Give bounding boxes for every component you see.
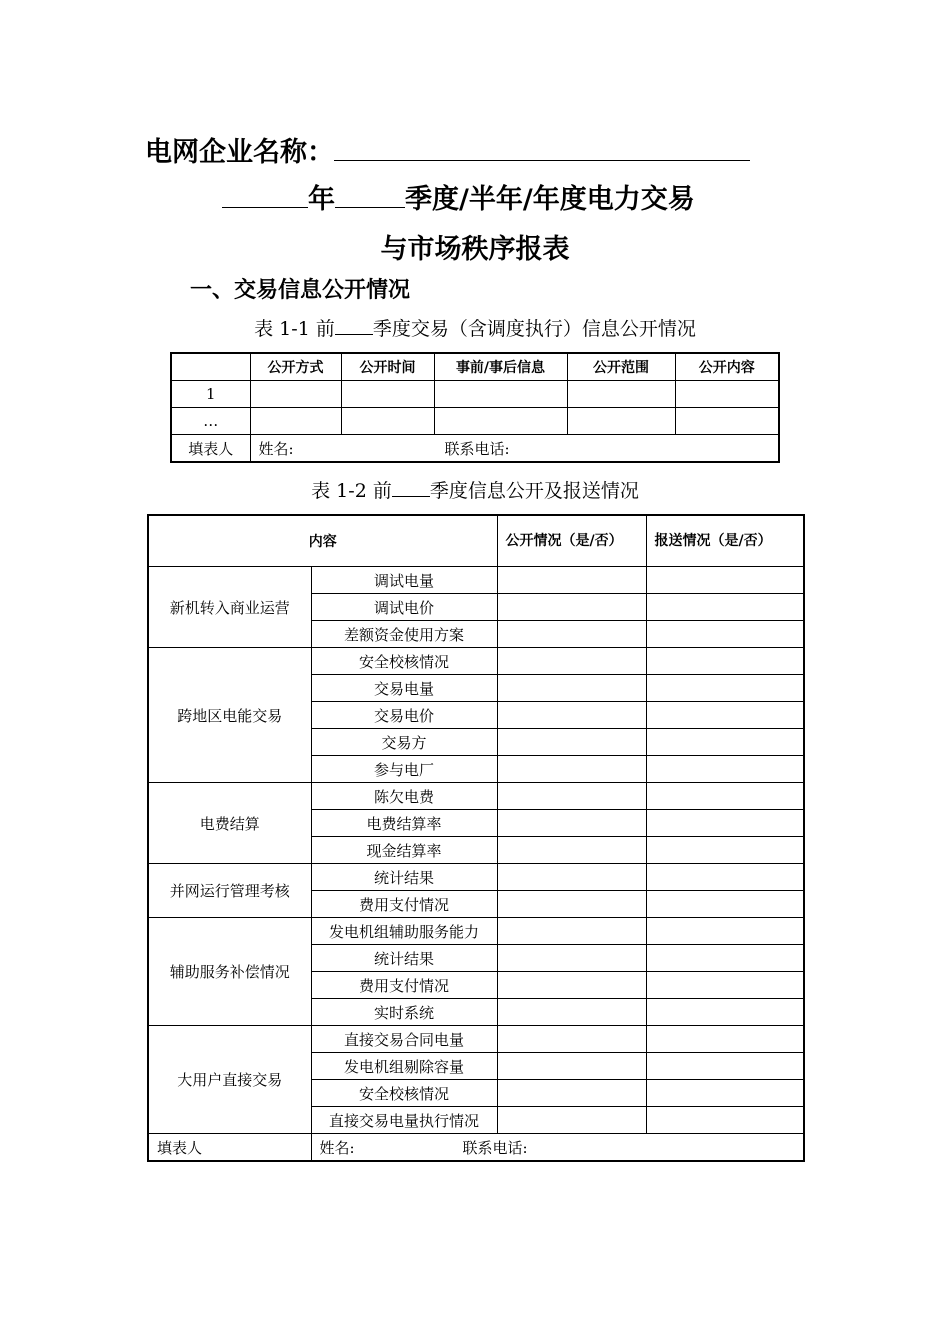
report-status-cell[interactable] <box>646 729 804 756</box>
report-status-cell[interactable] <box>646 972 804 999</box>
public-status-cell[interactable] <box>497 648 646 675</box>
public-status-header: 公开情况（是/否） <box>497 515 646 567</box>
section-title: 一、交易信息公开情况 <box>190 278 411 303</box>
item-label: 统计结果 <box>311 945 497 972</box>
filler-info[interactable] <box>311 1134 804 1162</box>
public-status-cell[interactable] <box>497 918 646 945</box>
table1-caption: 表 1-1 前 季度交易（含调度执行）信息公开情况 <box>254 318 696 340</box>
period-label: 季度/半年/年度电力交易 <box>405 184 695 215</box>
item-label: 交易方 <box>311 729 497 756</box>
table-cell[interactable] <box>341 381 434 408</box>
item-label: 发电机组剔除容量 <box>311 1053 497 1080</box>
report-status-cell[interactable] <box>646 648 804 675</box>
item-label: 安全校核情况 <box>311 648 497 675</box>
content-header: 内容 <box>148 515 497 567</box>
report-status-cell[interactable] <box>646 810 804 837</box>
public-status-cell[interactable] <box>497 594 646 621</box>
report-status-cell[interactable] <box>646 594 804 621</box>
public-status-cell[interactable] <box>497 1026 646 1053</box>
public-status-cell[interactable] <box>497 1080 646 1107</box>
table1-header-row <box>171 353 779 381</box>
table1-col-header: 事前/事后信息 <box>434 353 567 381</box>
filler-label: 填表人 <box>171 435 250 463</box>
item-label: 差额资金使用方案 <box>311 621 497 648</box>
public-status-cell[interactable] <box>497 729 646 756</box>
item-label: 电费结算率 <box>311 810 497 837</box>
filler-info[interactable] <box>250 435 779 463</box>
table-row <box>148 567 804 594</box>
item-label: 实时系统 <box>311 999 497 1026</box>
company-name-label: 电网企业名称： <box>145 137 334 168</box>
item-label: 交易电量 <box>311 675 497 702</box>
table-row <box>148 648 804 675</box>
table2-caption: 表 1-2 前 季度信息公开及报送情况 <box>311 480 639 502</box>
table2-quarter-blank[interactable] <box>392 478 430 497</box>
public-status-cell[interactable] <box>497 1107 646 1134</box>
company-name-blank[interactable] <box>334 138 750 161</box>
item-label: 直接交易合同电量 <box>311 1026 497 1053</box>
report-status-header: 报送情况（是/否） <box>646 515 804 567</box>
table-cell[interactable] <box>250 381 341 408</box>
report-title: 与市场秩序报表 <box>380 234 570 265</box>
table-cell[interactable] <box>675 408 779 435</box>
public-status-cell[interactable] <box>497 675 646 702</box>
report-status-cell[interactable] <box>646 1107 804 1134</box>
public-status-cell[interactable] <box>497 756 646 783</box>
group-label: 辅助服务补偿情况 <box>148 918 311 1026</box>
item-label: 调试电价 <box>311 594 497 621</box>
table-row <box>148 783 804 810</box>
report-status-cell[interactable] <box>646 837 804 864</box>
filler-label: 填表人 <box>148 1134 311 1162</box>
item-label: 安全校核情况 <box>311 1080 497 1107</box>
table1-footer-row <box>171 435 779 463</box>
public-status-cell[interactable] <box>497 1053 646 1080</box>
item-label: 陈欠电费 <box>311 783 497 810</box>
report-status-cell[interactable] <box>646 702 804 729</box>
group-label: 并网运行管理考核 <box>148 864 311 918</box>
item-label: 调试电量 <box>311 567 497 594</box>
table2-footer-row <box>148 1134 804 1162</box>
report-status-cell[interactable] <box>646 999 804 1026</box>
public-status-cell[interactable] <box>497 945 646 972</box>
row-index: … <box>171 408 250 435</box>
public-status-cell[interactable] <box>497 891 646 918</box>
report-status-cell[interactable] <box>646 864 804 891</box>
table-row <box>171 408 779 435</box>
table1-col-header: 公开方式 <box>250 353 341 381</box>
table-row <box>148 918 804 945</box>
table-row <box>148 1026 804 1053</box>
item-label: 交易电价 <box>311 702 497 729</box>
table1-col-header: 公开内容 <box>675 353 779 381</box>
filler-name-label: 姓名: <box>258 439 294 458</box>
public-status-cell[interactable] <box>497 783 646 810</box>
table-cell[interactable] <box>567 381 675 408</box>
report-status-cell[interactable] <box>646 918 804 945</box>
year-label: 年 <box>308 184 335 215</box>
item-label: 直接交易电量执行情况 <box>311 1107 497 1134</box>
public-status-cell[interactable] <box>497 810 646 837</box>
table1-corner-cell <box>171 353 250 381</box>
table1-quarter-blank[interactable] <box>335 316 373 335</box>
table-cell[interactable] <box>250 408 341 435</box>
public-status-cell[interactable] <box>497 702 646 729</box>
table2-header-row <box>148 515 804 567</box>
group-label: 电费结算 <box>148 783 311 864</box>
filler-phone-label: 联系电话: <box>462 1138 528 1157</box>
group-label: 新机转入商业运营 <box>148 567 311 648</box>
row-index: 1 <box>171 381 250 408</box>
item-label: 发电机组辅助服务能力 <box>311 918 497 945</box>
table-row <box>171 381 779 408</box>
item-label: 统计结果 <box>311 864 497 891</box>
item-label: 费用支付情况 <box>311 972 497 999</box>
quarter-blank[interactable] <box>335 185 405 208</box>
report-status-cell[interactable] <box>646 1026 804 1053</box>
table2 <box>147 514 805 1162</box>
public-status-cell[interactable] <box>497 567 646 594</box>
report-status-cell[interactable] <box>646 891 804 918</box>
report-status-cell[interactable] <box>646 621 804 648</box>
table-cell[interactable] <box>675 381 779 408</box>
table1 <box>170 352 780 463</box>
report-status-cell[interactable] <box>646 567 804 594</box>
group-label: 大用户直接交易 <box>148 1026 311 1134</box>
report-status-cell[interactable] <box>646 783 804 810</box>
table1-col-header: 公开范围 <box>567 353 675 381</box>
report-status-cell[interactable] <box>646 1053 804 1080</box>
report-status-cell[interactable] <box>646 1080 804 1107</box>
report-period-line <box>222 182 695 218</box>
year-blank[interactable] <box>222 185 308 208</box>
table-cell[interactable] <box>567 408 675 435</box>
public-status-cell[interactable] <box>497 999 646 1026</box>
report-status-cell[interactable] <box>646 945 804 972</box>
public-status-cell[interactable] <box>497 621 646 648</box>
table-cell[interactable] <box>341 408 434 435</box>
filler-phone-label: 联系电话: <box>444 439 510 458</box>
table1-col-header: 公开时间 <box>341 353 434 381</box>
table-cell[interactable] <box>434 381 567 408</box>
filler-name-label: 姓名: <box>319 1138 355 1157</box>
item-label: 参与电厂 <box>311 756 497 783</box>
table-cell[interactable] <box>434 408 567 435</box>
item-label: 费用支付情况 <box>311 891 497 918</box>
table-row <box>148 864 804 891</box>
report-status-cell[interactable] <box>646 675 804 702</box>
public-status-cell[interactable] <box>497 972 646 999</box>
report-status-cell[interactable] <box>646 756 804 783</box>
group-label: 跨地区电能交易 <box>148 648 311 783</box>
public-status-cell[interactable] <box>497 864 646 891</box>
public-status-cell[interactable] <box>497 837 646 864</box>
item-label: 现金结算率 <box>311 837 497 864</box>
company-name-line <box>145 136 750 170</box>
